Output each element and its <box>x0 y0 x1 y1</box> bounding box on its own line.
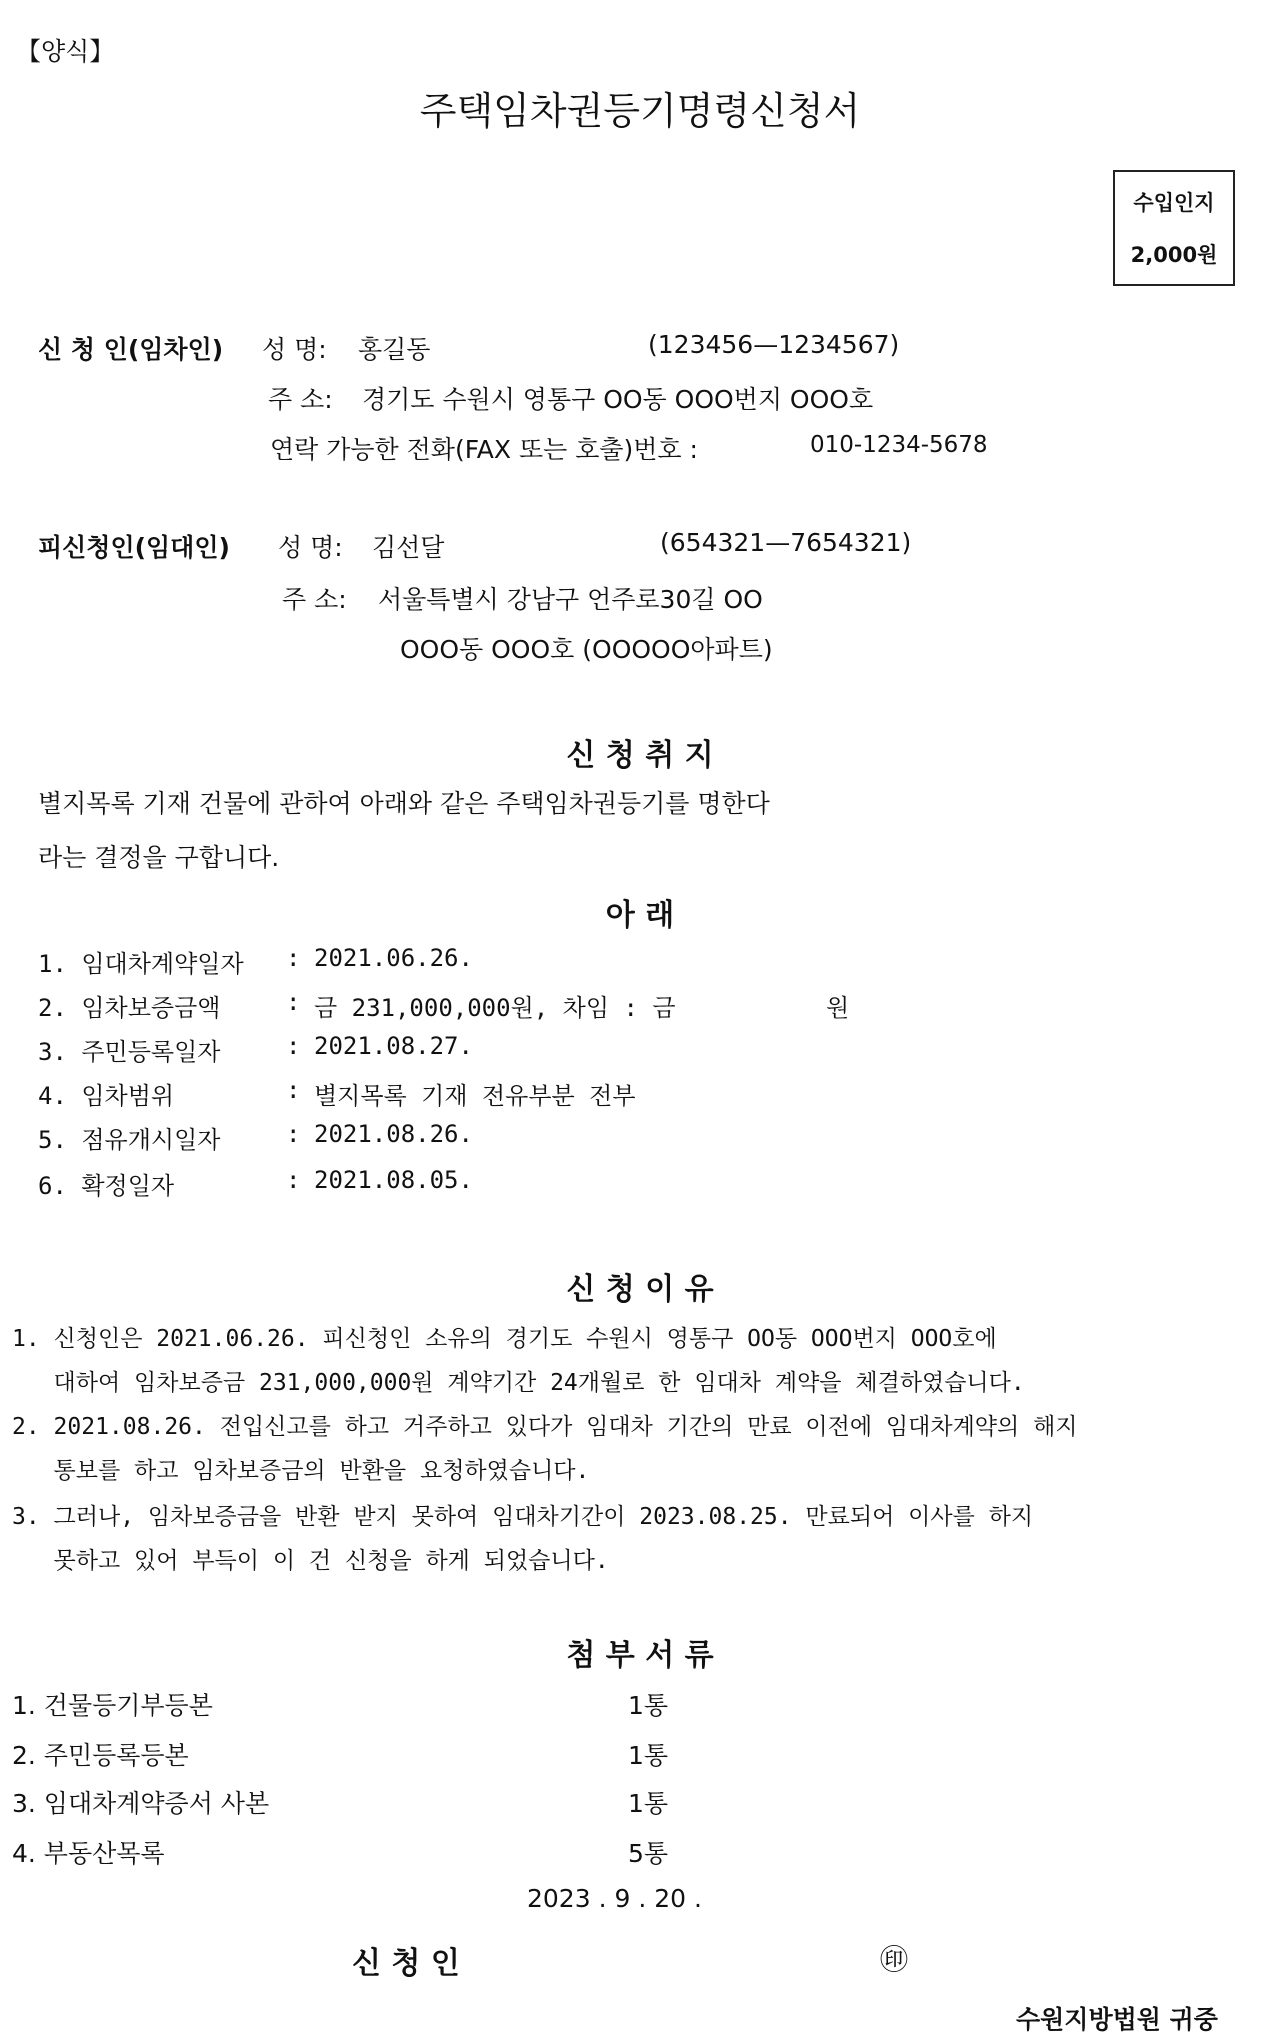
applicant-phone-label: 연락 가능한 전화(FAX 또는 호출)번호 : <box>270 435 698 464</box>
stamp-label: 수입인지 <box>1133 191 1215 215</box>
reason-line: 대하여 임차보증금 231,000,000원 계약기간 24개월로 한 임대차 계약을 체결하였습니다. <box>12 1370 1025 1396</box>
court-addressee: 수원지방법원 귀중 <box>1016 2005 1218 2034</box>
list-item-label: 4. 임차범위 <box>38 1082 175 1110</box>
reason-line: 못하고 있어 부득이 이 건 신청을 하게 되었습니다. <box>12 1548 609 1574</box>
applicant-phone: 010-1234-5678 <box>810 432 988 458</box>
seal-mark: ㊞ <box>880 1943 909 1976</box>
attachment-name: 2. 주민등록등본 <box>12 1741 189 1770</box>
list-item-sep: : <box>286 988 301 1016</box>
respondent-address-line1: 서울특별시 강남구 언주로30길 OO <box>378 585 763 614</box>
list-item-sep: : <box>286 1120 301 1148</box>
below-heading: 아 래 <box>605 898 675 933</box>
list-item-label: 1. 임대차계약일자 <box>38 950 244 978</box>
list-item-label: 2. 임차보증금액 <box>38 994 221 1022</box>
list-item-value: 2021.06.26. <box>314 944 473 972</box>
applicant-address: 경기도 수원시 영통구 OO동 OOO번지 OOO호 <box>362 385 874 414</box>
list-item-sep: : <box>286 944 301 972</box>
document-title: 주택임차권등기명령신청서 <box>419 89 861 133</box>
attachment-count: 1통 <box>628 1789 669 1818</box>
purpose-line-2: 라는 결정을 구합니다. <box>38 843 280 872</box>
signature-label: 신 청 인 <box>352 1946 460 1981</box>
respondent-name: 김선달 <box>372 533 445 562</box>
reason-line: 2. 2021.08.26. 전입신고를 하고 거주하고 있다가 임대차 기간의 만료 이전에 임대차계약의 해지 <box>12 1414 1078 1440</box>
list-item-value: 별지목록 기재 전유부분 전부 <box>314 1082 636 1110</box>
attachment-count: 1통 <box>628 1741 669 1770</box>
application-date: 2023 . 9 . 20 . <box>527 1884 702 1913</box>
purpose-heading: 신 청 취 지 <box>566 738 714 773</box>
applicant-role: 신 청 인(임차인) <box>38 335 224 364</box>
attachments-heading: 첨 부 서 류 <box>566 1638 714 1673</box>
respondent-id-number: (654321—7654321) <box>660 528 912 557</box>
reason-line: 3. 그러나, 임차보증금을 반환 받지 못하여 임대차기간이 2023.08.25. 만료되어 이사를 하지 <box>12 1504 1034 1530</box>
applicant-id-number: (123456—1234567) <box>648 330 900 359</box>
attachment-name: 1. 건물등기부등본 <box>12 1691 213 1720</box>
respondent-address-line2: OOO동 OOO호 (OOOOO아파트) <box>400 635 773 664</box>
list-item-value: 금 231,000,000원, 차임 : 금 <box>314 994 676 1022</box>
applicant-name: 홍길동 <box>358 335 431 364</box>
applicant-address-label: 주 소: <box>268 385 333 414</box>
stamp-amount: 2,000원 <box>1130 243 1218 267</box>
respondent-role: 피신청인(임대인) <box>38 533 230 562</box>
reasons-heading: 신 청 이 유 <box>566 1272 714 1307</box>
list-item-sep: : <box>286 1076 301 1104</box>
attachment-name: 4. 부동산목록 <box>12 1839 165 1868</box>
respondent-address-label: 주 소: <box>282 585 347 614</box>
list-item-label: 5. 점유개시일자 <box>38 1126 221 1154</box>
list-item-label: 3. 주민등록일자 <box>38 1038 221 1066</box>
attachment-count: 5통 <box>628 1839 669 1868</box>
list-item-value: 2021.08.27. <box>314 1032 473 1060</box>
purpose-line-1: 별지목록 기재 건물에 관하여 아래와 같은 주택임차권등기를 명한다 <box>38 789 770 818</box>
form-tag: 【양식】 <box>16 37 115 66</box>
list-item-sep: : <box>286 1166 301 1194</box>
attachment-count: 1통 <box>628 1691 669 1720</box>
revenue-stamp-box <box>1113 170 1235 286</box>
respondent-name-label: 성 명: <box>278 533 343 562</box>
list-item-value: 2021.08.26. <box>314 1120 473 1148</box>
list-item-extra: 원 <box>826 994 850 1022</box>
reason-line: 1. 신청인은 2021.06.26. 피신청인 소유의 경기도 수원시 영통구 OO동 OOO번지 OOO호에 <box>12 1326 997 1352</box>
list-item-value: 2021.08.05. <box>314 1166 473 1194</box>
list-item-label: 6. 확정일자 <box>38 1172 175 1200</box>
reason-line: 통보를 하고 임차보증금의 반환을 요청하였습니다. <box>12 1458 590 1484</box>
list-item-sep: : <box>286 1032 301 1060</box>
attachment-name: 3. 임대차계약증서 사본 <box>12 1789 270 1818</box>
applicant-name-label: 성 명: <box>262 335 327 364</box>
